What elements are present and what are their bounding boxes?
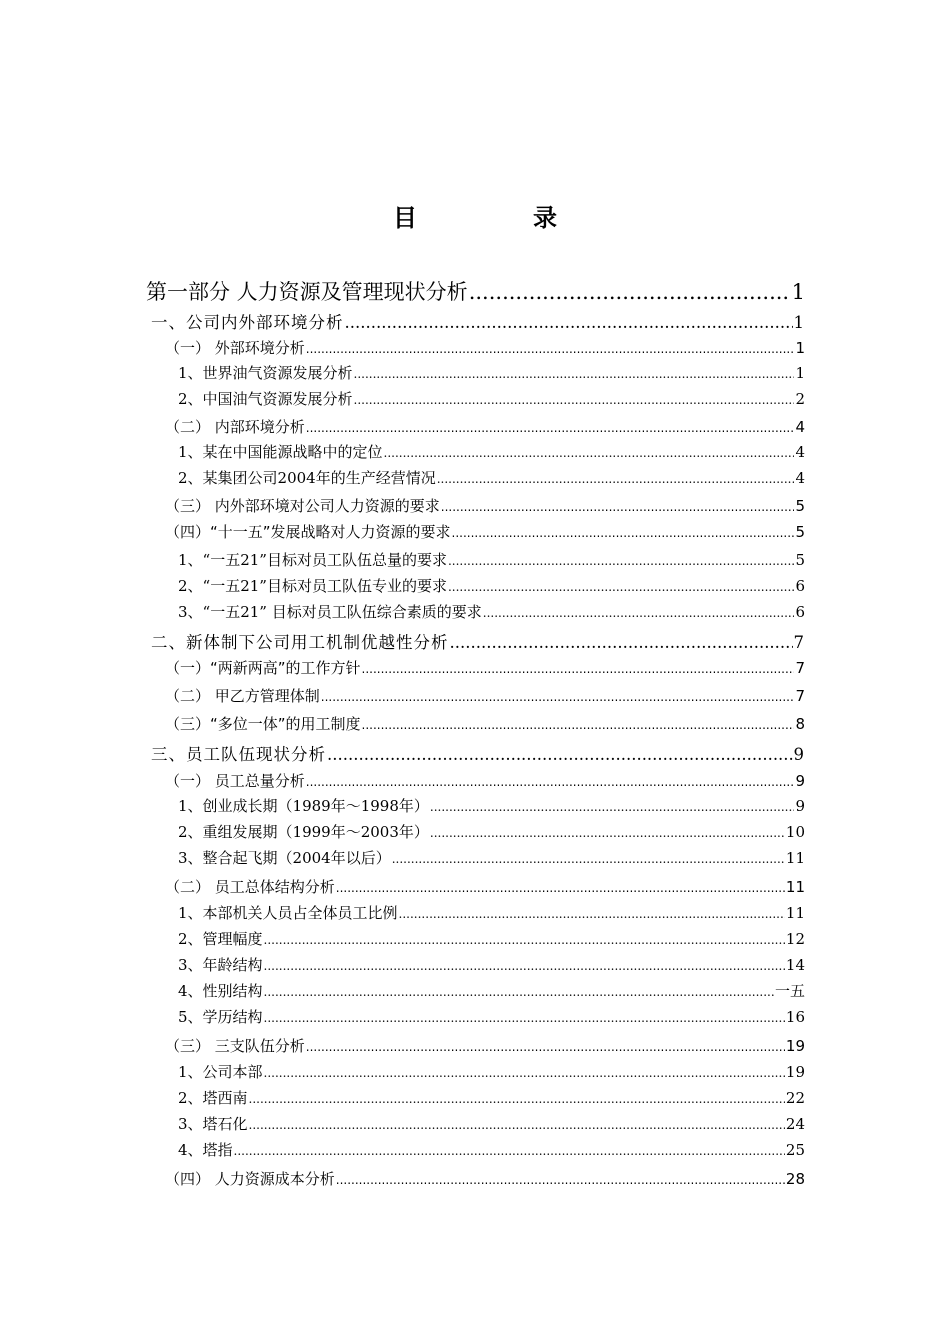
dot-leader bbox=[354, 364, 795, 382]
dot-leader bbox=[437, 469, 795, 487]
dot-leader bbox=[362, 659, 795, 677]
toc-entry[interactable] bbox=[165, 713, 805, 734]
dot-leader bbox=[306, 772, 795, 790]
toc-entry[interactable] bbox=[146, 276, 805, 306]
dot-leader bbox=[249, 1115, 785, 1133]
dot-leader bbox=[399, 904, 785, 922]
toc-entry[interactable] bbox=[165, 416, 805, 437]
toc-entry-label: 1、某在中国能源战略中的定位 bbox=[178, 443, 383, 461]
toc-entry-label: 3、“一五21” 目标对员工队伍综合素质的要求 bbox=[178, 603, 482, 621]
toc-entry-page-number: 11 bbox=[785, 849, 805, 867]
toc-entry-page-number: 19 bbox=[785, 1063, 805, 1081]
toc-entry-label: 1、本部机关人员占全体员工比例 bbox=[178, 904, 398, 922]
toc-entry-page-number: 9 bbox=[793, 745, 805, 764]
toc-entry-label: （二） 甲乙方管理体制 bbox=[165, 687, 320, 705]
dot-leader bbox=[306, 418, 795, 436]
toc-entry-page-number: 9 bbox=[795, 772, 805, 790]
dot-leader bbox=[392, 849, 785, 867]
page-title: 目 录 bbox=[393, 204, 603, 232]
toc-entry-label: （四）“十一五”发展战略对人力资源的要求 bbox=[165, 523, 451, 541]
dot-leader bbox=[306, 1037, 785, 1055]
dot-leader bbox=[306, 339, 795, 357]
toc-entry[interactable] bbox=[178, 980, 805, 1001]
toc-entry[interactable] bbox=[165, 770, 805, 791]
dot-leader bbox=[345, 313, 793, 332]
toc-entry[interactable] bbox=[165, 495, 805, 516]
dot-leader bbox=[327, 745, 793, 764]
dot-leader bbox=[452, 523, 795, 541]
toc-entry[interactable] bbox=[178, 847, 805, 868]
dot-leader bbox=[264, 930, 785, 948]
toc-entry-page-number: 4 bbox=[795, 418, 805, 436]
dot-leader bbox=[469, 280, 791, 304]
toc-entry-page-number: 5 bbox=[795, 497, 805, 515]
toc-entry-page-number: 6 bbox=[795, 577, 805, 595]
toc-entry-label: 1、“一五21”目标对员工队伍总量的要求 bbox=[178, 551, 447, 569]
dot-leader bbox=[234, 1141, 785, 1159]
toc-entry[interactable] bbox=[165, 876, 805, 897]
toc-entry-page-number: 14 bbox=[785, 956, 805, 974]
toc-entry[interactable] bbox=[151, 741, 805, 765]
toc-entry[interactable] bbox=[151, 629, 805, 653]
toc-entry[interactable] bbox=[178, 1113, 805, 1134]
toc-entry-label: 2、“一五21”目标对员工队伍专业的要求 bbox=[178, 577, 447, 595]
dot-leader bbox=[264, 1008, 785, 1026]
toc-entry-label: 2、塔西南 bbox=[178, 1089, 248, 1107]
toc-entry-page-number: 9 bbox=[795, 797, 805, 815]
toc-entry-label: 第一部分 人力资源及管理现状分析 bbox=[146, 280, 468, 304]
toc-entry-label: 2、管理幅度 bbox=[178, 930, 263, 948]
toc-entry[interactable] bbox=[178, 795, 805, 816]
toc-entry-page-number: 19 bbox=[785, 1037, 805, 1055]
toc-entry[interactable] bbox=[178, 1139, 805, 1160]
toc-entry-label: （二） 内部环境分析 bbox=[165, 418, 305, 436]
toc-entry-page-number: 2 bbox=[795, 390, 805, 408]
toc-entry[interactable] bbox=[178, 549, 805, 570]
toc-entry[interactable] bbox=[178, 902, 805, 923]
toc-entry-page-number: 7 bbox=[793, 633, 805, 652]
dot-leader bbox=[430, 823, 785, 841]
dot-leader bbox=[362, 715, 795, 733]
toc-entry-page-number: 1 bbox=[795, 364, 805, 382]
toc-entry[interactable] bbox=[178, 954, 805, 975]
toc-entry[interactable] bbox=[178, 601, 805, 622]
toc-entry-page-number: 4 bbox=[795, 469, 805, 487]
toc-entry-label: 1、公司本部 bbox=[178, 1063, 263, 1081]
toc-entry-page-number: 7 bbox=[795, 687, 805, 705]
dot-leader bbox=[448, 577, 794, 595]
toc-entry-page-number: 28 bbox=[785, 1170, 805, 1188]
toc-entry-page-number: 8 bbox=[795, 715, 805, 733]
toc-entry-label: 2、某集团公司2004年的生产经营情况 bbox=[178, 469, 436, 487]
dot-leader bbox=[264, 956, 785, 974]
dot-leader bbox=[264, 1063, 785, 1081]
toc-entry-page-number: 1 bbox=[795, 339, 805, 357]
toc-entry-label: （一）“两新两高”的工作方针 bbox=[165, 659, 361, 677]
toc-entry[interactable] bbox=[165, 1168, 805, 1189]
dot-leader bbox=[264, 982, 774, 1000]
toc-entry[interactable] bbox=[165, 1035, 805, 1056]
toc-entry[interactable] bbox=[178, 821, 805, 842]
toc-entry[interactable] bbox=[178, 928, 805, 949]
toc-entry-label: 3、塔石化 bbox=[178, 1115, 248, 1133]
toc-entry-label: （三） 内外部环境对公司人力资源的要求 bbox=[165, 497, 440, 515]
toc-entry-page-number: 一五 bbox=[774, 982, 805, 1000]
dot-leader bbox=[336, 1170, 785, 1188]
toc-entry-page-number: 16 bbox=[785, 1008, 805, 1026]
toc-entry-label: （一） 外部环境分析 bbox=[165, 339, 305, 357]
toc-entry[interactable] bbox=[178, 1061, 805, 1082]
toc-entry-page-number: 22 bbox=[785, 1089, 805, 1107]
toc-entry-page-number: 5 bbox=[795, 523, 805, 541]
dot-leader bbox=[448, 551, 794, 569]
toc-entry[interactable] bbox=[165, 657, 805, 678]
toc-entry-page-number: 7 bbox=[795, 659, 805, 677]
toc-entry-page-number: 6 bbox=[795, 603, 805, 621]
dot-leader bbox=[384, 443, 795, 461]
toc-entry[interactable] bbox=[178, 467, 805, 488]
dot-leader bbox=[430, 797, 795, 815]
dot-leader bbox=[249, 1089, 785, 1107]
dot-leader bbox=[354, 390, 795, 408]
toc-entry-label: 3、年龄结构 bbox=[178, 956, 263, 974]
toc-entry-page-number: 11 bbox=[785, 904, 805, 922]
dot-leader bbox=[336, 878, 785, 896]
toc-entry[interactable] bbox=[151, 309, 805, 333]
toc-entry-label: 1、世界油气资源发展分析 bbox=[178, 364, 353, 382]
toc-entry-page-number: 5 bbox=[795, 551, 805, 569]
toc-entry-page-number: 25 bbox=[785, 1141, 805, 1159]
dot-leader bbox=[321, 687, 795, 705]
toc-entry-label: 2、中国油气资源发展分析 bbox=[178, 390, 353, 408]
toc-entry-label: 3、整合起飞期（2004年以后） bbox=[178, 849, 391, 867]
toc-entry[interactable] bbox=[178, 575, 805, 596]
toc-entry-page-number: 4 bbox=[795, 443, 805, 461]
toc-entry-label: 一、公司内外部环境分析 bbox=[151, 313, 344, 332]
toc-entry-label: 5、学历结构 bbox=[178, 1008, 263, 1026]
toc-entry[interactable] bbox=[165, 685, 805, 706]
toc-entry[interactable] bbox=[178, 441, 805, 462]
toc-entry-page-number: 24 bbox=[785, 1115, 805, 1133]
toc-entry[interactable] bbox=[165, 337, 805, 358]
toc-entry-label: 4、性别结构 bbox=[178, 982, 263, 1000]
dot-leader bbox=[483, 603, 795, 621]
toc-entry[interactable] bbox=[178, 388, 805, 409]
toc-entry-page-number: 12 bbox=[785, 930, 805, 948]
toc-entry-page-number: 1 bbox=[791, 280, 805, 304]
toc-entry-page-number: 10 bbox=[785, 823, 805, 841]
toc-entry-label: 1、创业成长期（1989年～1998年） bbox=[178, 797, 429, 815]
toc-entry[interactable] bbox=[165, 521, 805, 542]
toc-entry[interactable] bbox=[178, 1006, 805, 1027]
toc-entry-page-number: 1 bbox=[793, 313, 805, 332]
toc-entry-label: 二、新体制下公司用工机制优越性分析 bbox=[151, 633, 449, 652]
dot-leader bbox=[450, 633, 793, 652]
toc-entry-page-number: 11 bbox=[785, 878, 805, 896]
toc-entry-label: 2、重组发展期（1999年～2003年） bbox=[178, 823, 429, 841]
dot-leader bbox=[441, 497, 795, 515]
toc-entry[interactable] bbox=[178, 362, 805, 383]
toc-entry-label: 4、塔指 bbox=[178, 1141, 233, 1159]
toc-entry-label: 三、员工队伍现状分析 bbox=[151, 745, 326, 764]
toc-entry-label: （四） 人力资源成本分析 bbox=[165, 1170, 335, 1188]
toc-entry-label: （一） 员工总量分析 bbox=[165, 772, 305, 790]
toc-entry-label: （三）“多位一体”的用工制度 bbox=[165, 715, 361, 733]
toc-entry-label: （三） 三支队伍分析 bbox=[165, 1037, 305, 1055]
toc-entry-label: （二） 员工总体结构分析 bbox=[165, 878, 335, 896]
toc-entry[interactable] bbox=[178, 1087, 805, 1108]
